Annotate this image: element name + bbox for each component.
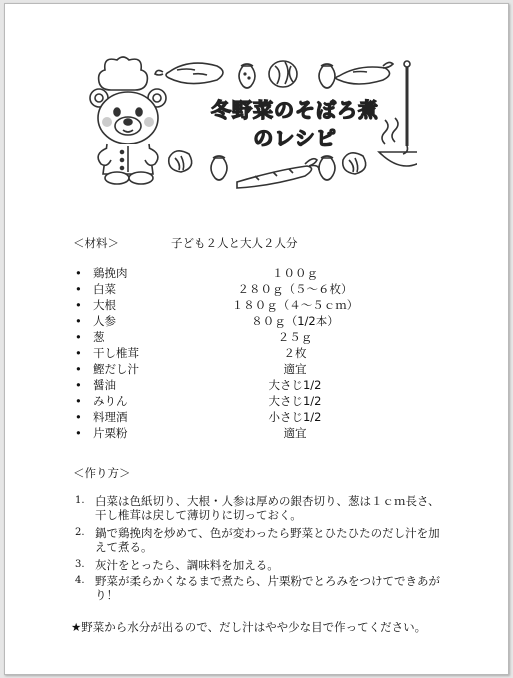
servings-text: 子ども２人と大人２人分 [171,236,298,250]
strawberry-icon [239,64,255,88]
bullet: • [75,266,82,280]
document-page: 冬野菜のそぼろ煮 のレシピ ＜材料＞ 子ども２人と大人２人分 • 鶏挽肉 １００ｇ • 白菜 ２８０ｇ（５～６枚） • 大根 １８０ｇ（４～５ｃｍ） • 人参 ８０ｇ（1/2本） • 葱 ２５ｇ • 干し椎茸 ２枚 • 鰹だし汁 適宜 • 醤油 大さじ1/2 • みりん 大さじ1/2 • 料理酒 小さじ1/2 • 片栗粉 適宜 ＜作り方＞ 1. 白菜は色紙切り、大根・人参は厚めの銀杏切り、葱は１ｃｍ長さ、 干し椎茸は戻して薄切りに切っておく。 2. 鍋で鶏挽肉を炒めて、色が変わったら野菜とひたひたのだし汁を加 えて煮る。 3. 灰汁をとったら、調味料を加える。 4. 野菜が柔らかくなるまで煮たら、片栗粉でとろみをつけてできあが り！ ★野菜から水分が出るので、だし汁はやや少な目で作ってください。 [4,3,509,675]
method-step: 4. 野菜が柔らかくなるまで煮たら、片栗粉でとろみをつけてできあが り！ [75,574,440,602]
page-title [195,96,395,152]
sweet-potato-icon [155,63,223,83]
bullet: • [75,282,82,296]
strawberry-icon [211,156,227,180]
strawberry-icon [319,156,335,180]
bullet: • [75,314,82,328]
footnote: ★野菜から水分が出るので、だし汁はやや少な目で作ってください。 [71,620,427,634]
method-step: 1. 白菜は色紙切り、大根・人参は厚めの銀杏切り、葱は１ｃｍ長さ、 干し椎茸は戻して薄切りに切っておく。 [75,494,440,522]
bullet: • [75,378,82,392]
method-step: 2. 鍋で鶏挽肉を炒めて、色が変わったら野菜とひたひたのだし汁を加 えて煮る。 [75,526,440,554]
method-step: 3. 灰汁をとったら、調味料を加える。 [75,558,279,572]
onion-icon [343,153,366,174]
bullet: • [75,362,82,376]
bullet: • [75,394,82,408]
title-line-2: のレシピ [253,126,337,150]
onion-icon [169,151,192,172]
bullet: • [75,410,82,424]
sweet-potato-icon [336,62,393,84]
cabbage-icon [269,61,297,87]
bear-chef-icon [90,57,166,184]
bullet: • [75,426,82,440]
bullet: • [75,298,82,312]
carrot-icon [237,159,319,188]
method-heading: ＜作り方＞ [73,466,131,480]
bullet: • [75,330,82,344]
bullet: • [75,346,82,360]
materials-heading: ＜材料＞ [73,236,119,250]
strawberry-icon [319,64,335,88]
title-line-1: 冬野菜のそぼろ煮 [211,98,379,122]
